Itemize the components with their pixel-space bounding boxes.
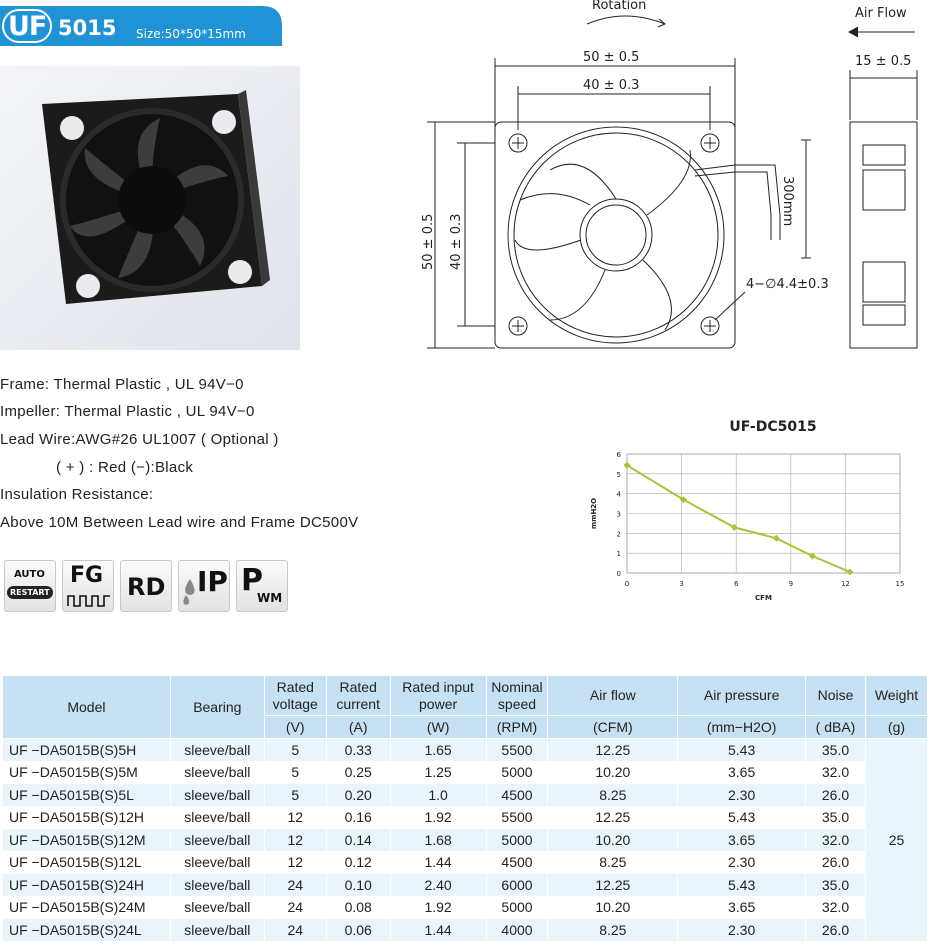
table-cell: 4500 [486, 784, 548, 807]
y-tick-label: 6 [616, 451, 621, 459]
y-tick-label: 2 [616, 530, 621, 539]
data-point [773, 535, 780, 542]
table-cell: 0.33 [326, 739, 390, 762]
data-point [809, 553, 816, 560]
pwm-icon: P WM [236, 560, 288, 612]
spec-frame: Frame: Thermal Plastic , UL 94V−0 [0, 376, 244, 393]
table-row [3, 896, 928, 919]
table-cell: 0.06 [326, 919, 390, 942]
table-cell: 32.0 [806, 761, 866, 784]
table-cell: sleeve/ball [170, 851, 264, 874]
unit-weight: (g) [865, 716, 927, 739]
table-cell: 1.0 [390, 784, 486, 807]
table-cell: 24 [264, 896, 326, 919]
x-tick-label: 0 [624, 580, 630, 588]
table-cell: 2.30 [678, 784, 806, 807]
brand-logo: UF [8, 11, 47, 42]
table-cell: 1.25 [390, 761, 486, 784]
table-cell: UF −DA5015B(S)24H [3, 874, 171, 897]
rotation-label: Rotation [592, 0, 647, 13]
table-cell: UF −DA5015B(S)5L [3, 784, 171, 807]
table-cell: 26.0 [806, 919, 866, 942]
model-badge [0, 6, 282, 46]
table-cell: 5 [264, 761, 326, 784]
y-tick-label: 4 [616, 490, 621, 499]
table-cell: 1.92 [390, 896, 486, 919]
spec-table [2, 675, 928, 942]
table-cell: UF −DA5015B(S)24L [3, 919, 171, 942]
col-header-power: Rated input power [390, 676, 486, 716]
x-tick-label: 15 [895, 580, 905, 588]
product-photo [0, 66, 300, 350]
table-cell: 3.65 [678, 761, 806, 784]
table-cell: 12.25 [548, 806, 678, 829]
table-row [3, 806, 928, 829]
airflow-label: Air Flow [855, 6, 907, 21]
table-cell: 35.0 [806, 739, 866, 762]
table-cell: 0.12 [326, 851, 390, 874]
spec-insulation-value: Above 10M Between Lead wire and Frame DC500V [0, 514, 359, 531]
series-line [627, 465, 850, 572]
table-cell: 12 [264, 851, 326, 874]
col-header-bearing: Bearing [170, 676, 264, 739]
spec-impeller: Impeller: Thermal Plastic , UL 94V−0 [0, 403, 255, 420]
data-point [846, 569, 853, 576]
auto-restart-icon: AUTO RESTART [4, 560, 56, 612]
unit-noise: ( dBA) [806, 716, 866, 739]
table-cell: 5 [264, 739, 326, 762]
table-cell: 0.14 [326, 829, 390, 852]
table-cell: 2.30 [678, 851, 806, 874]
table-row [3, 739, 928, 762]
table-cell: 1.68 [390, 829, 486, 852]
table-cell: UF −DA5015B(S)12M [3, 829, 171, 852]
pq-curve-chart [580, 440, 920, 605]
col-header-speed: Nominal speed [486, 676, 548, 716]
table-cell: 5000 [486, 829, 548, 852]
table-cell: UF −DA5015B(S)5M [3, 761, 171, 784]
unit-pressure: (mm−H2O) [678, 716, 806, 739]
spec-polarity: ( + ) : Red (−):Black [56, 459, 194, 476]
table-cell: 35.0 [806, 874, 866, 897]
table-cell: 10.20 [548, 896, 678, 919]
table-cell: sleeve/ball [170, 784, 264, 807]
table-cell: 1.44 [390, 851, 486, 874]
table-cell: 10.20 [548, 761, 678, 784]
spec-insulation-label: Insulation Resistance: [0, 486, 154, 503]
y-tick-label: 3 [616, 510, 621, 519]
table-cell: sleeve/ball [170, 739, 264, 762]
table-cell: UF −DA5015B(S)12L [3, 851, 171, 874]
table-cell: 0.08 [326, 896, 390, 919]
col-header-model: Model [3, 676, 171, 739]
y-tick-label: 0 [616, 570, 621, 578]
table-cell: sleeve/ball [170, 761, 264, 784]
table-cell: 5500 [486, 739, 548, 762]
hole-spec: 4−∅4.4±0.3 [746, 277, 829, 292]
table-row [3, 874, 928, 897]
chart-svg [580, 440, 920, 605]
model-number: 5015 [58, 16, 117, 40]
table-cell: 8.25 [548, 919, 678, 942]
x-tick-label: 6 [733, 580, 739, 588]
table-cell: sleeve/ball [170, 919, 264, 942]
spec-lead-wire: Lead Wire:AWG#26 UL1007 ( Optional ) [0, 431, 279, 448]
col-header-weight: Weight [865, 676, 927, 716]
col-header-noise: Noise [806, 676, 866, 716]
unit-voltage: (V) [264, 716, 326, 739]
col-header-current: Rated current [326, 676, 390, 716]
chart-title: UF-DC5015 [729, 419, 817, 435]
dimension-drawing [415, 0, 930, 360]
col-header-pressure: Air pressure [678, 676, 806, 716]
size-label: Size:50*50*15mm [136, 27, 246, 41]
table-cell: 24 [264, 919, 326, 942]
x-tick-label: 3 [679, 580, 684, 588]
table-cell: sleeve/ball [170, 806, 264, 829]
unit-current: (A) [326, 716, 390, 739]
table-cell: 12 [264, 829, 326, 852]
table-cell: 5.43 [678, 874, 806, 897]
table-cell: 0.25 [326, 761, 390, 784]
y-axis-label: mmH2O [590, 497, 598, 530]
table-cell: 4500 [486, 851, 548, 874]
dim-width-outer: 50 ± 0.5 [583, 50, 640, 65]
table-cell: 24 [264, 874, 326, 897]
dim-width-inner: 40 ± 0.3 [583, 78, 640, 93]
y-tick-label: 1 [616, 550, 621, 559]
table-cell: 2.30 [678, 919, 806, 942]
table-cell: 12.25 [548, 874, 678, 897]
table-cell: 8.25 [548, 784, 678, 807]
table-cell: 35.0 [806, 806, 866, 829]
table-cell: 26.0 [806, 851, 866, 874]
table-cell: 3.65 [678, 896, 806, 919]
table-cell: 5.43 [678, 739, 806, 762]
table-cell: 6000 [486, 874, 548, 897]
unit-speed: (RPM) [486, 716, 548, 739]
table-cell: 32.0 [806, 829, 866, 852]
table-cell: 0.16 [326, 806, 390, 829]
fan-illustration [0, 66, 300, 350]
dim-height-outer: 50 ± 0.5 [421, 213, 436, 270]
table-cell: 32.0 [806, 896, 866, 919]
ip-icon: IP [178, 560, 230, 612]
fg-icon: FG [62, 560, 114, 612]
table-cell: sleeve/ball [170, 829, 264, 852]
table-cell: 12 [264, 806, 326, 829]
table-cell: 2.40 [390, 874, 486, 897]
x-axis-label: CFM [755, 594, 772, 602]
dim-depth: 15 ± 0.5 [855, 54, 912, 69]
table-cell: 0.20 [326, 784, 390, 807]
table-cell: 5.43 [678, 806, 806, 829]
unit-power: (W) [390, 716, 486, 739]
table-cell: 3.65 [678, 829, 806, 852]
x-tick-label: 12 [840, 580, 850, 588]
table-cell: UF −DA5015B(S)12H [3, 806, 171, 829]
weight-cell: 25 [865, 739, 927, 942]
col-header-voltage: Rated voltage [264, 676, 326, 716]
table-row [3, 851, 928, 874]
table-row [3, 784, 928, 807]
dim-height-inner: 40 ± 0.3 [449, 213, 464, 270]
table-cell: 5000 [486, 896, 548, 919]
table-cell: 12.25 [548, 739, 678, 762]
table-cell: 1.65 [390, 739, 486, 762]
table-cell: sleeve/ball [170, 896, 264, 919]
table-cell: 0.10 [326, 874, 390, 897]
table-cell: 10.20 [548, 829, 678, 852]
table-cell: 5500 [486, 806, 548, 829]
table-header-row [3, 676, 928, 716]
unit-airflow: (CFM) [548, 716, 678, 739]
table-cell: sleeve/ball [170, 874, 264, 897]
table-cell: 8.25 [548, 851, 678, 874]
rd-icon: RD [120, 560, 172, 612]
table-cell: 5000 [486, 761, 548, 784]
lead-length: 300mm [780, 176, 795, 227]
table-cell: 5 [264, 784, 326, 807]
table-row [3, 761, 928, 784]
table-cell: 4000 [486, 919, 548, 942]
table-cell: 1.92 [390, 806, 486, 829]
drawing-lines [415, 0, 930, 360]
table-row [3, 919, 928, 942]
y-tick-label: 5 [616, 470, 621, 479]
table-cell: UF −DA5015B(S)24M [3, 896, 171, 919]
table-cell: 26.0 [806, 784, 866, 807]
x-tick-label: 9 [788, 580, 794, 588]
table-row [3, 829, 928, 852]
table-cell: UF −DA5015B(S)5H [3, 739, 171, 762]
col-header-airflow: Air flow [548, 676, 678, 716]
table-cell: 1.44 [390, 919, 486, 942]
